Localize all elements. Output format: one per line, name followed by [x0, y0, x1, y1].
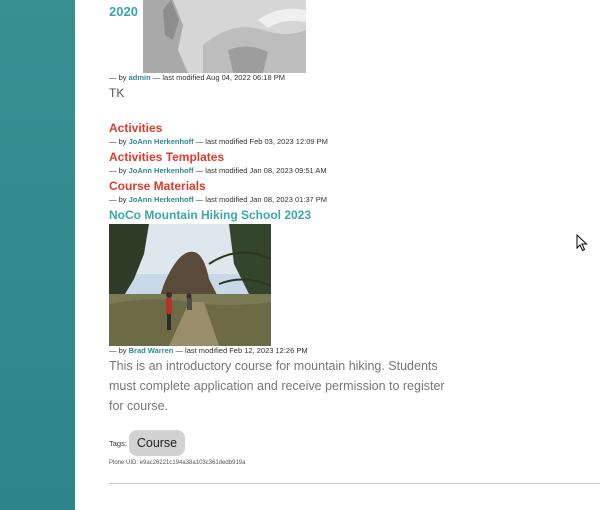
author-link[interactable]: JoAnn Herkenhoff: [128, 195, 194, 204]
byline-modified: — last modified Feb 12, 2023 12:26 PM: [175, 346, 308, 355]
divider: [109, 483, 600, 484]
byline-modified: — last modified Feb 03, 2023 12:09 PM: [195, 137, 328, 146]
mouse-cursor-icon: [576, 234, 588, 252]
item-thumbnail-hiking-photo[interactable]: [109, 224, 271, 346]
byline-modified: — last modified Jan 08, 2023 01:37 PM: [195, 195, 328, 204]
author-link[interactable]: JoAnn Herkenhoff: [128, 137, 194, 146]
item-description: This is an introductory course for mountain hiking. Students must complete application and receive permission to register for course.: [109, 359, 445, 413]
item-byline: [109, 195, 327, 204]
tag-course-button[interactable]: Course: [129, 430, 185, 456]
byline-modified: — last modified Jan 08, 2023 09:51 AM: [195, 166, 327, 175]
item-byline: [109, 73, 285, 82]
item-byline: [109, 137, 328, 146]
author-link[interactable]: JoAnn Herkenhoff: [128, 166, 194, 175]
item-description: TK: [109, 86, 125, 100]
byline-prefix: — by: [109, 166, 127, 175]
item-title-course-materials[interactable]: Course Materials: [109, 179, 206, 193]
byline-prefix: — by: [109, 137, 127, 146]
byline-prefix: — by: [109, 195, 127, 204]
item-title-2020[interactable]: 2020: [109, 4, 138, 19]
byline-modified: — last modified Aug 04, 2022 06:18 PM: [152, 73, 285, 82]
item-title-activities[interactable]: Activities: [109, 121, 163, 135]
byline-prefix: — by: [109, 346, 127, 355]
author-link[interactable]: admin: [128, 73, 151, 82]
left-sidebar-strip: [0, 0, 75, 510]
tags-label: Tags:: [109, 439, 127, 448]
item-byline: [109, 166, 327, 175]
byline-prefix: — by: [109, 73, 127, 82]
author-link[interactable]: Brad Warren: [128, 346, 174, 355]
plone-uid: Plone UID: e9ac26221c194a38a103c361dedb919a: [109, 460, 246, 466]
item-thumbnail-2020[interactable]: [143, 0, 306, 73]
item-byline: [109, 346, 308, 355]
item-title-activities-templates[interactable]: Activities Templates: [109, 150, 225, 164]
item-title-noco-hiking-school[interactable]: NoCo Mountain Hiking School 2023: [109, 208, 312, 222]
folder-listing: [109, 0, 600, 510]
